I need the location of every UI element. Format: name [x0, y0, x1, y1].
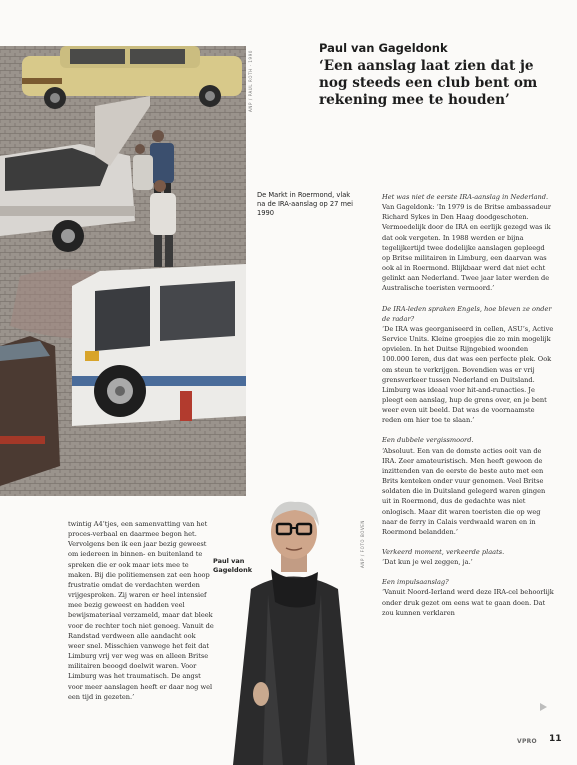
- interview-question: Een dubbele vergissmoord.: [382, 436, 474, 445]
- interview-column-left: [68, 519, 214, 702]
- markt-roermond-photo: [0, 46, 246, 496]
- headline-quote: ‘Een aanslag laat zien dat je nog steeds een club bent om rekening mee te houden’: [319, 58, 538, 109]
- interview-answer: ‘De IRA was georganiseerd in cellen, ASU’s, Active Service Units. Kleine groepjes die zo min mogelijk opvielen. In het Duitse Rijngebied woonden 100.000 Ieren, dus dat was een perfecte plek. Ook om steun te verkrijgen. Bovendien was er vrij grensverkeer tussen Nederland en Duitsland. Limburg was ideaal voor hit-and-runacties. Je pleegt een aanslag, hup de grens over, en je bent weer even uit beeld. Dat was de voornaamste reden om hier toe te slaan.’: [382, 324, 554, 425]
- interview-answer: Van Gageldonk: ‘In 1979 is de Britse ambassadeur Richard Sykes in Den Haag doodgeschoten. Vermoedelijk door de IRA en eerlijk gezegd was ik dat ook vergeten. In 1988 werden er bijna tegelijkertijd twee dodelijke aanslagen gepleegd op Britse militairen in Limburg, een daarvan was ook al in Roermond. Blijkbaar werd dat niet echt gelinkt aan Nederland. Twee jaar later werden de Australische toeristen vermoord.’: [382, 203, 552, 293]
- dark-car: [0, 336, 60, 486]
- speaker-name: Paul van Gageldonk: [319, 41, 448, 55]
- portrait-credit: ANP / FOTO BOVEN: [360, 520, 365, 568]
- interview-answer: ‘Vanuit Noord-Ierland werd deze IRA-cel behoorlijk onder druk gezet om eens wat te gaan doen. Dat zou kunnen verklaren: [382, 588, 554, 617]
- article-header: [319, 41, 559, 110]
- white-jeep: [72, 264, 246, 426]
- magazine-logo: VPRO: [517, 738, 537, 745]
- page-number: 11: [549, 734, 562, 744]
- interview-question: Het was niet de eerste IRA-aanslag in Nederland.: [382, 193, 549, 201]
- next-page-arrow-icon: [540, 703, 547, 711]
- interview-answer: twintig A4’tjes, een samenvatting van het proces-verbaal en daarmee begon het. Vervolgens ben ik een jaar bezig geweest om iedereen in binnen- en buitenland te spreken die er ook maar iets mee te maken. Bij die politiemensen zat een hoop frustratie omdat de verdachten werden vrijgesproken. Zij waren er heel intensief mee bezig geweest en hadden veel bewijsmateriaal verzameld, maar dat bleek voor de rechter toch niet genoeg. Vanuit de Randstad verdween alle aandacht ook weer snel. Misschien vanwege het feit dat Limburg vrij ver weg was en alleen Britse militairen beoogd doelwit waren. Voor Limburg was het traumatisch. De angst voor meer aanslagen heeft er daar nog wel een tijd in gezeten.’: [68, 520, 214, 701]
- interview-question: Verkeerd moment, verkeerde plaats.: [382, 548, 505, 556]
- interview-question: De IRA-leden spraken Engels, hoe bleven ze onder de radar?: [382, 304, 552, 323]
- interview-question: Een impulsaanslag?: [382, 578, 449, 587]
- interview-answer: ‘Absoluut. Een van de domste acties ooit van de IRA. Zeer amateuristisch. Men heeft gewoon de inzittenden van de eerste de beste auto met een Brits kenteken onder vuur genomen. Veel Britse soldaten die in Duitsland gelegerd waren gingen uit in Roermond, dus de gedachte was niet onlogisch. Maar dit waren toeristen die op weg naar de ferry in Calais verdwaald waren en in Roermond belandden.’: [382, 446, 546, 536]
- interview-answer: ‘Dat kun je wel zeggen, ja.’: [382, 558, 473, 567]
- portrait-photo: [223, 494, 365, 765]
- interview-column-right: [382, 192, 554, 618]
- photo-caption: De Markt in Roermond, vlak na de IRA-aanslag op 27 mei 1990: [257, 191, 353, 218]
- portrait-caption: Paul van Gageldonk: [213, 557, 253, 575]
- photo-credit: ANP / PAUL ROTH · 1990: [248, 50, 253, 112]
